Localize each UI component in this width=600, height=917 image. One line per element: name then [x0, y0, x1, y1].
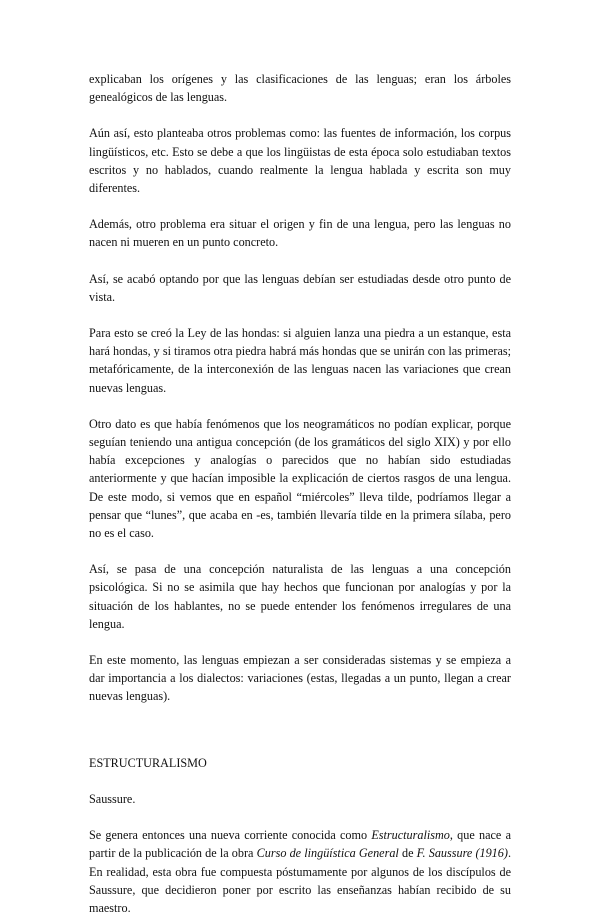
paragraph-wave-law: Para esto se creó la Ley de las hondas: si alguien lanza una piedra a un estanque, esta hará hondas, y si tiramos otra piedra habrá más hondas que se unirán con las primeras; metafóricamente, de la interconexión de las lenguas nacen las variaciones que crean nuevas lenguas. [89, 326, 511, 395]
text-run: Se genera entonces una nueva corriente conocida como [89, 828, 372, 843]
subheading: Saussure. [89, 791, 136, 806]
italic-term: Estructuralismo [371, 828, 450, 843]
italic-author: F. Saussure (1916) [416, 846, 508, 861]
paragraph-neogrammarians: Otro dato es que había fenómenos que los neogramáticos no podían explicar, porque seguían teniendo una antigua concepción (de los gramáticos del siglo XIX) y por ello había excepciones y analogías o parecidos que no habían sido estudiadas anteriormente y que hacían imposible la explicación de ciertos rasgos de una lengua. De este modo, si vemos que en español “miércoles” lleva tilde, podríamos llegar a pensar que “lunes”, que acaba en -es, también llevaría tilde en la primera sílaba, pero no es el caso. [89, 416, 511, 541]
paragraph-origins: explicaban los orígenes y las clasificaciones de las lenguas; eran los árboles genealógicos de las lenguas. [89, 72, 511, 105]
text-run: , que nace a partir de la publicación de la obra [89, 828, 511, 861]
paragraph-structuralism [89, 826, 511, 917]
paragraph-psychological: Así, se pasa de una concepción naturalista de las lenguas a una concepción psicológica. Si no se asimila que hay hechos que funcionan por analogías y por la situación de los hablantes, no se puede entender los fenómenos irregulares de una lengua. [89, 562, 511, 631]
text-run: de [398, 846, 417, 861]
italic-title: Curso de lingüística General [256, 846, 399, 861]
text-run: . En realidad, esta obra fue compuesta póstumamente por algunos de los discípulos de Saussure, que decidieron poner por escrito las enseñanzas habían recibido de su maestro. [89, 846, 511, 915]
section-heading: ESTRUCTURALISMO [89, 755, 207, 770]
paragraph-origin-end: Además, otro problema era situar el origen y fin de una lengua, pero las lenguas no nacen ni mueren en un punto concreto. [89, 217, 511, 250]
paragraph-problems: Aún así, esto planteaba otros problemas como: las fuentes de información, los corpus lingüísticos, etc. Esto se debe a que los lingüistas de esta época solo estudiaban textos escritos y no hablados, cuando realmente la lengua hablada y escrita son muy diferentes. [89, 126, 511, 196]
paragraph-point-of-view: Así, se acabó optando por que las lenguas debían ser estudiadas desde otro punto de vista. [89, 271, 511, 304]
paragraph-systems: En este momento, las lenguas empiezan a ser consideradas sistemas y se empieza a dar importancia a los dialectos: variaciones (estas, llegadas a un punto, llegan a crear nuevas lenguas). [89, 653, 511, 704]
